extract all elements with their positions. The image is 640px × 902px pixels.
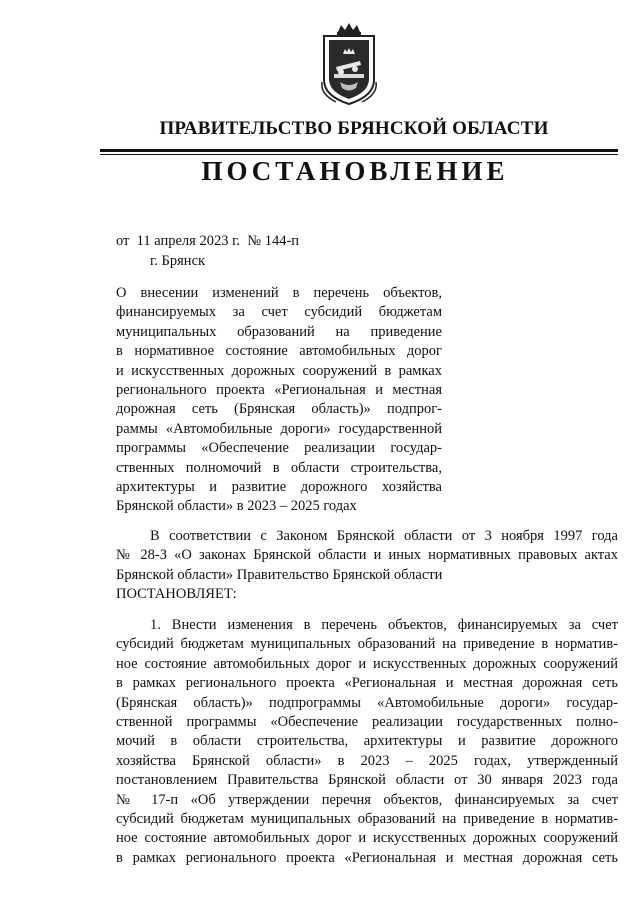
subject-line: О внесении изменений в перечень объектов, bbox=[116, 285, 442, 301]
subject-line: Брянской области» в 2023 – 2025 годах bbox=[116, 498, 357, 515]
paragraph-line: в рамках регионального проекта «Региональная и местная дорожная сеть bbox=[116, 849, 618, 866]
subject-line: раммы «Автомобильные дороги» государственной bbox=[116, 420, 442, 437]
paragraph-line: ное состояние автомобильных дорог и искусственных дорожных сооружений bbox=[116, 655, 618, 672]
paragraph-line: мочий в области строительства, архитектуры и развитие дорожного bbox=[116, 733, 618, 750]
subject-line: архитектуры и развитие дорожного хозяйства bbox=[116, 479, 442, 496]
subject-line: и искусственных дорожных сооружений в рамках bbox=[116, 362, 442, 379]
header-rule-thick bbox=[100, 149, 618, 152]
subject-line: регионального проекта «Региональная и местная bbox=[116, 382, 442, 399]
paragraph-line: в рамках регионального проекта «Региональная и местная дорожная сеть bbox=[116, 675, 618, 692]
subject-line: ственных полномочий в области строительства, bbox=[116, 459, 442, 476]
paragraph-line: хозяйства Брянской области» в 2023 – 2025 годах, утвержденный bbox=[116, 752, 618, 769]
document-meta bbox=[116, 231, 299, 271]
paragraph-line: ное состояние автомобильных дорог и искусственных дорожных сооружений bbox=[116, 830, 618, 847]
document-type-title: ПОСТАНОВЛЕНИЕ bbox=[201, 156, 509, 186]
paragraph-line: № 28-З «О законах Брянской области и иных нормативных правовых актах bbox=[116, 547, 618, 564]
subject-line: муниципальных образований на приведение bbox=[116, 323, 442, 340]
paragraph-line: ПОСТАНОВЛЯЕТ: bbox=[116, 586, 237, 603]
paragraph-line: (Брянская область)» подпрограммы «Автомобильные дороги» государ- bbox=[116, 694, 618, 711]
clause-1-paragraph bbox=[116, 616, 618, 868]
city-line: г. Брянск bbox=[150, 253, 206, 269]
subject-line: финансируемых за счет субсидий бюджетам bbox=[116, 304, 442, 321]
preamble-paragraph bbox=[116, 527, 618, 605]
government-title: ПРАВИТЕЛЬСТВО БРЯНСКОЙ ОБЛАСТИ bbox=[159, 118, 549, 139]
paragraph-line: ственной программы «Обеспечение реализации государственных полно- bbox=[116, 714, 618, 731]
header-rule-thin bbox=[100, 154, 618, 155]
paragraph-line: субсидий бюджетам муниципальных образований на приведение в норматив- bbox=[116, 636, 618, 653]
bryansk-coat-of-arms-icon bbox=[316, 22, 382, 106]
paragraph-line: постановлением Правительства Брянской области от 30 января 2023 года bbox=[116, 772, 618, 789]
paragraph-line: В соответствии с Законом Брянской области от 3 ноября 1997 года bbox=[150, 528, 618, 544]
date-number-line: от 11 апреля 2023 г. № 144-п bbox=[116, 233, 300, 249]
resolution-subject bbox=[116, 284, 442, 517]
subject-line: в нормативное состояние автомобильных дорог bbox=[116, 343, 442, 360]
paragraph-line: Брянской области» Правительство Брянской области bbox=[116, 566, 443, 583]
paragraph-line: № 17-п «Об утверждении перечня объектов, финансируемых за счет bbox=[116, 791, 618, 808]
subject-line: дорожная сеть (Брянская область)» подпрог- bbox=[116, 401, 442, 418]
subject-line: программы «Обеспечение реализации государ- bbox=[116, 440, 442, 457]
paragraph-line: субсидий бюджетам муниципальных образований на приведение в норматив- bbox=[116, 811, 618, 828]
paragraph-line: 1. Внести изменения в перечень объектов, финансируемых за счет bbox=[150, 617, 618, 633]
